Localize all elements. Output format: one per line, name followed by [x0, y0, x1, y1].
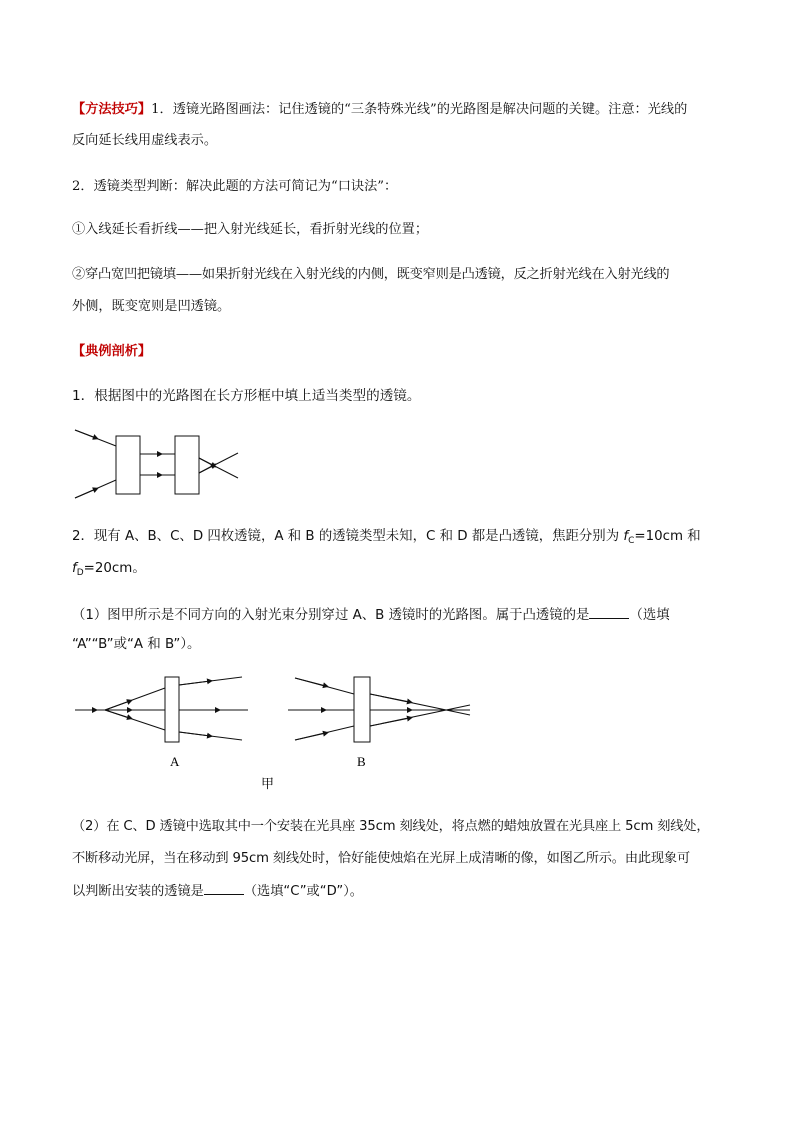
question-2-text: 2．现有 A、B、C、D 四枚透镜，A 和 B 的透镜类型未知，C 和 D 都是凸透镜，焦距分别为 — [72, 529, 624, 544]
subquestion-2-line-1: （2）在 C、D 透镜中选取其中一个安装在光具座 35cm 刻线处，将点燃的蜡烛放置在光具座上 5cm 刻线处， — [72, 819, 710, 834]
subquestion-2-hint: （选填“C”或“D”）。 — [243, 884, 363, 899]
figure-1-lens-boxes — [70, 425, 250, 505]
focal-fc-subscript: C — [628, 536, 635, 546]
subquestion-1-hint: （选填 — [629, 608, 670, 623]
answer-blank-1[interactable] — [589, 606, 629, 619]
method-paragraph-2: 2．透镜类型判断：解决此题的方法可简记为“口诀法”： — [72, 179, 398, 194]
method-paragraph-1-line-1 — [72, 101, 732, 119]
method-p1-text: 1．透镜光路图画法：记住透镜的“三条特殊光线”的光路图是解决问题的关键。注意：光线的 — [151, 102, 688, 117]
method-paragraph-1-line-2: 反向延长线用虚线表示。 — [72, 133, 218, 148]
focal-fd-value: =20cm。 — [83, 561, 146, 576]
lens-box-2 — [175, 436, 199, 494]
method-tag: 【方法技巧】 — [72, 102, 152, 117]
method-paragraph-4-line-1: ②穿凸宽凹把镜填——如果折射光线在入射光线的内侧，既变窄则是凸透镜，反之折射光线在入射光线的 — [72, 267, 670, 282]
question-2-line-2 — [72, 560, 732, 579]
example-tag: 【典例剖析】 — [72, 344, 152, 359]
subquestion-2-text: 以判断出安装的透镜是 — [72, 884, 204, 899]
subquestion-2-line-3 — [72, 882, 732, 901]
question-1-text: 1．根据图中的光路图在长方形框中填上适当类型的透镜。 — [72, 388, 421, 404]
figure-caption-jia: 甲 — [261, 776, 275, 791]
subquestion-1-line-2: “A”“B”或“A 和 B”）。 — [72, 637, 201, 652]
subquestion-1-text: （1）图甲所示是不同方向的入射光束分别穿过 A、B 透镜时的光路图。属于凸透镜的是 — [72, 608, 590, 623]
focal-fc-symbol: f — [623, 529, 629, 544]
question-2-line-1 — [72, 528, 732, 547]
method-paragraph-3: ①入线延长看折线——把入射光线延长，看折射光线的位置； — [72, 222, 429, 237]
figure-jia-lenses — [70, 672, 490, 802]
lens-b-rect — [354, 677, 370, 742]
focal-fd-symbol: f — [72, 561, 77, 576]
focal-fd-subscript: D — [76, 568, 84, 578]
subquestion-2-line-2: 不断移动光屏，当在移动到 95cm 刻线处时，恰好能使烛焰在光屏上成清晰的像，如图乙所示。由此现象可 — [72, 851, 691, 866]
lens-box-1 — [116, 436, 140, 494]
lens-a-rect — [165, 677, 179, 742]
answer-blank-2[interactable] — [204, 882, 244, 895]
subquestion-1-line-1 — [72, 606, 732, 625]
figure-label-b: B — [357, 754, 366, 769]
focal-fc-value: =10cm 和 — [634, 529, 701, 544]
figure-label-a: A — [170, 754, 180, 769]
method-paragraph-4-line-2: 外侧，既变宽则是凹透镜。 — [72, 299, 231, 314]
